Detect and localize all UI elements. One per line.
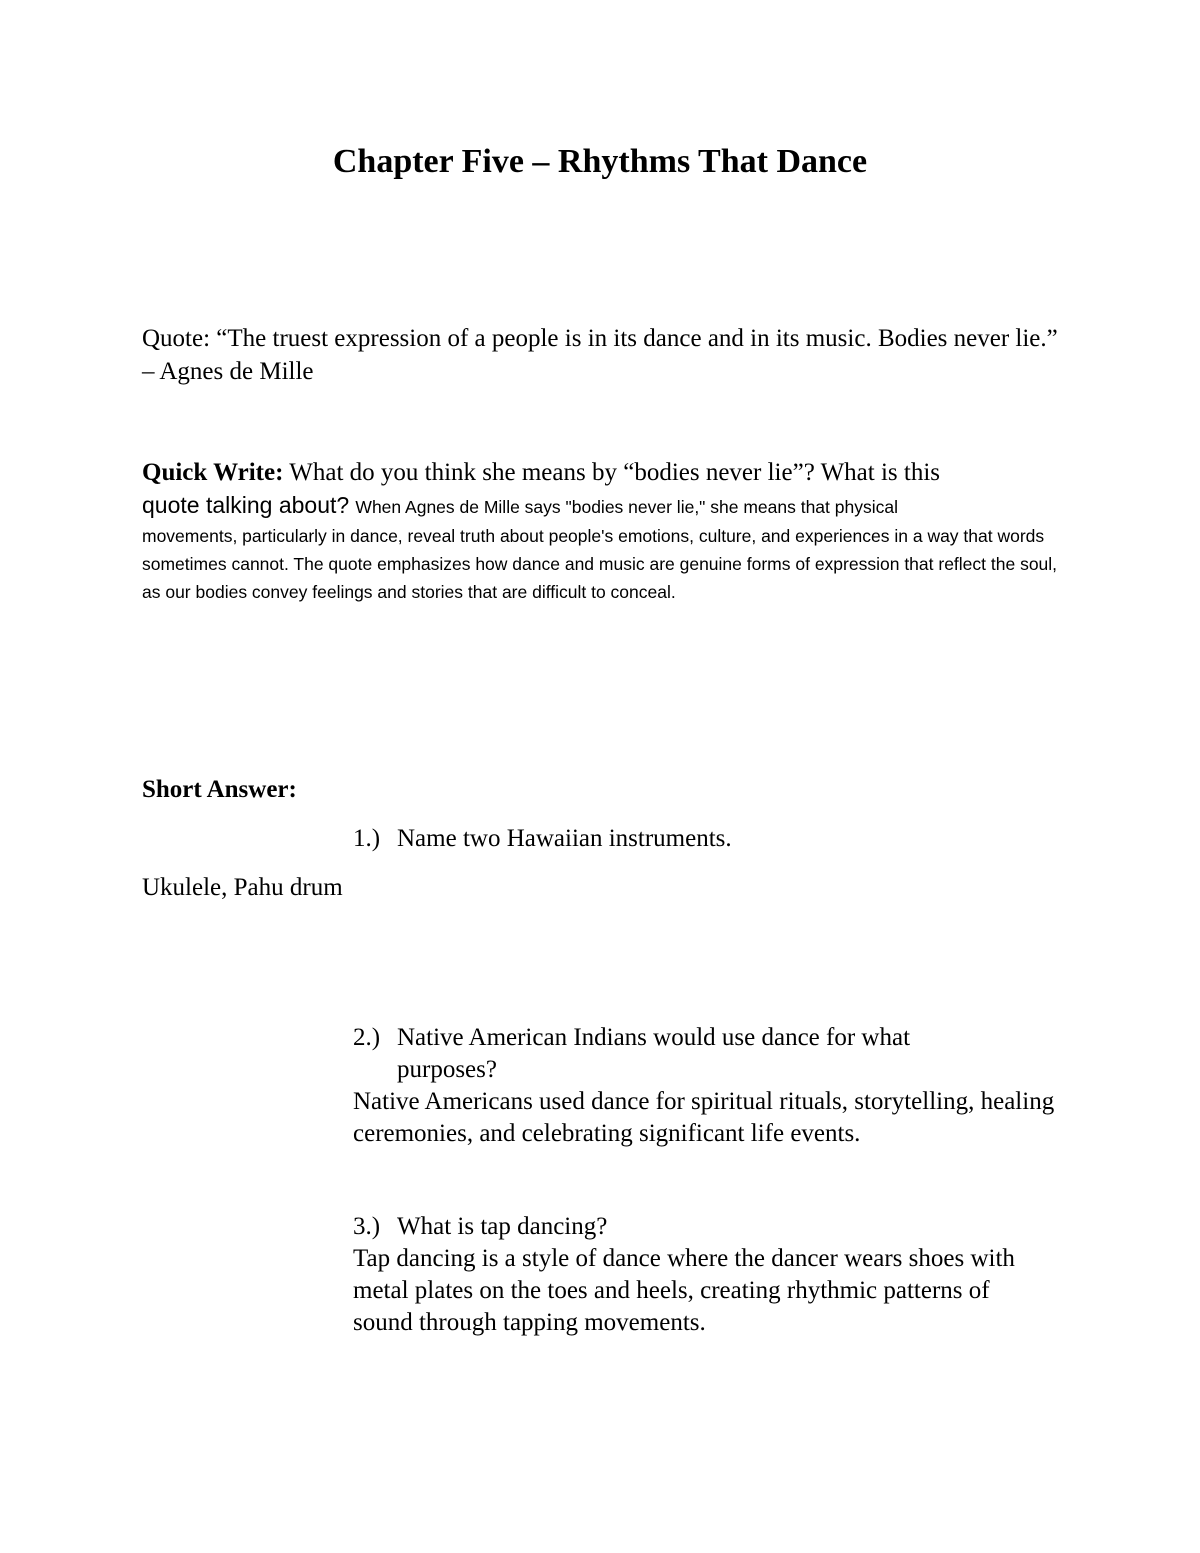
question-1 xyxy=(353,823,1073,855)
quote-text: “The truest expression of a people is in its dance and in its music. Bodies never lie.” – Agnes de Mille xyxy=(142,325,1058,385)
question-2-text-cont: purposes? xyxy=(397,1056,497,1083)
quick-write-answer-start: When Agnes de Mille says "bodies never lie," she means that physical xyxy=(355,497,898,517)
question-2 xyxy=(353,1022,1073,1086)
quick-write-paragraph xyxy=(142,456,1062,606)
quick-write-prompt: What do you think she means by “bodies never lie”? What is this xyxy=(289,459,941,486)
quick-write-label: Quick Write: xyxy=(142,459,284,486)
question-3 xyxy=(353,1211,1073,1243)
short-answer-heading: Short Answer: xyxy=(142,776,297,803)
question-3-text: What is tap dancing? xyxy=(397,1213,608,1240)
question-2-number: 2.) xyxy=(353,1024,381,1051)
quote-label: Quote: xyxy=(142,325,211,352)
question-1-number: 1.) xyxy=(353,825,381,852)
answer-1: Ukulele, Pahu drum xyxy=(142,874,343,901)
question-2-text: Native American Indians would use dance for what xyxy=(397,1024,911,1051)
page-title: Chapter Five – Rhythms That Dance xyxy=(332,143,868,180)
question-1-text: Name two Hawaiian instruments. xyxy=(397,825,732,852)
quick-write-answer-rest: movements, particularly in dance, reveal truth about people's emotions, culture, and experiences in a way that words sometimes cannot. The quote emphasizes how dance and music are genuine forms of expression that reflect the soul, as our bodies convey feelings and stories that are difficult to conceal. xyxy=(142,526,1058,602)
quote-paragraph xyxy=(142,322,1062,388)
quick-write-prompt-end: quote talking about? xyxy=(142,492,350,518)
answer-3: Tap dancing is a style of dance where the dancer wears shoes with metal plates on the toes and heels, creating rhythmic patterns of sound through tapping movements. xyxy=(353,1245,1015,1336)
answer-2: Native Americans used dance for spiritual rituals, storytelling, healing ceremonies, and celebrating significant life events. xyxy=(353,1088,1055,1147)
question-3-number: 3.) xyxy=(353,1213,381,1240)
